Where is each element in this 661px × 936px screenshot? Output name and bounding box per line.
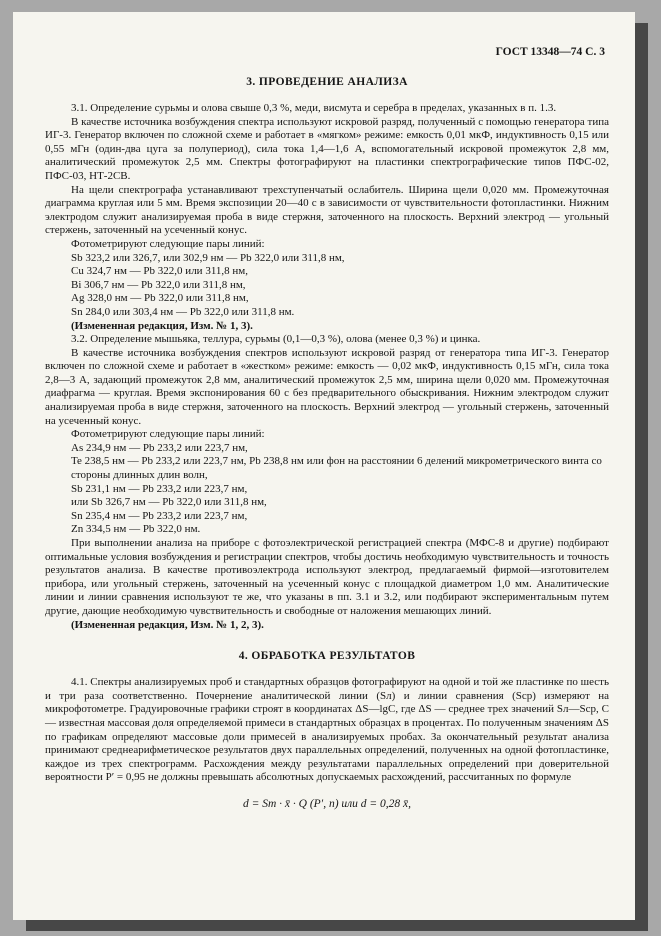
paragraph-3-1-source: В качестве источника возбуждения спектра используют искровой разряд, полученный с помощью генератора типа ИГ-3. Генератор включен по сложной схеме и работает в «мягком» режиме: емкость 0,01 мкФ, индуктивность 0,15 или 0,55 мГн (один-два цуга за полупериод), сила тока 1,4—1,6 А, вспомогательный искровой промежуток 2,8 мм, аналитический промежуток 2,5 мм. Спектры фотографируют на пластинки спектрографические типов ПФС-02, ПФС-03, НТ-2СВ. (45, 115, 609, 182)
page-header: ГОСТ 13348—74 С. 3 (495, 46, 605, 58)
photometry-intro-2: Фотометрируют следующие пары линий: (71, 428, 265, 441)
paragraph-3-1: 3.1. Определение сурьмы и олова свыше 0,3 %, меди, висмута и серебра в пределах, указанных в п. 1.3. (71, 102, 557, 114)
spectral-line: Zn 334,5 нм — Pb 322,0 нм. (71, 523, 201, 536)
amended-note-2: (Измененная редакция, Изм. № 1, 2, 3). (71, 618, 264, 631)
spectral-line: Cu 324,7 нм — Pb 322,0 или 311,8 нм, (71, 265, 249, 278)
paragraph-3-2: 3.2. Определение мышьяка, теллура, сурьмы (0,1—0,3 %), олова (менее 0,3 %) и цинка. (71, 333, 481, 346)
photometry-intro-1: Фотометрируют следующие пары линий: (71, 237, 265, 250)
tolerance-formula: d = Sт · x̄ · Q (P′, n) или d = 0,28 x̄, (242, 797, 412, 810)
paragraph-3-1-slit: На щели спектрографа устанавливают трехступенчатый ослабитель. Ширина щели 0,020 мм. Промежуточная диаграмма круглая или 5 мм. Время экспозиции 20—40 с в зависимости от чувствительности фотопластинки. Нижним электродом служит анализируемая проба в виде стержня, заточенного на плоскость. Верхний электрод — угольный стержень, заточенный на усеченный конус. (45, 183, 609, 237)
spectral-line: Ag 328,0 нм — Pb 322,0 или 311,8 нм, (71, 292, 249, 305)
section-3-title: 3. ПРОВЕДЕНИЕ АНАЛИЗА (246, 76, 408, 88)
section-4-title: 4. ОБРАБОТКА РЕЗУЛЬТАТОВ (238, 650, 416, 663)
spectral-line: Sb 323,2 или 326,7, или 302,9 нм — Pb 322,0 или 311,8 нм, (71, 251, 345, 264)
spectral-line: Sn 284,0 или 303,4 нм — Pb 322,0 или 311,8 нм. (71, 305, 295, 318)
spectral-line: или Sb 326,7 нм — Pb 322,0 или 311,8 нм, (71, 496, 267, 509)
spectral-line-list-1 (71, 252, 609, 320)
spectral-line-list-2 (71, 442, 609, 537)
spectral-line: Sn 235,4 нм — Pb 233,2 или 223,7 нм, (71, 509, 248, 522)
spectral-line: Bi 306,7 нм — Pb 322,0 или 311,8 нм, (71, 278, 246, 291)
paragraph-4-1: 4.1. Спектры анализируемых проб и стандартных образцов фотографируют на одной и той же пластинке по шесть и три раза соответственно. Почернение аналитической линии (Sл) и линии сравнения (Sср) измеряют на микрофотометре. Градуировочные графики строят в координатах ΔS—lgC, где ΔS — среднее трех значений Sл—Sср, С — известная массовая доля определяемой примеси в стандартных образцах в процентах. По полученным значениям ΔS по графикам определяют массовые доли примесей в анализируемых пробах. За окончательный результат анализа принимают среднеарифметическое результатов двух параллельных определений, полученных на одной фотопластинке, каждое из трех спектрограмм. Расхождения между результатами параллельных определений при доверительной вероятности P′ = 0,95 не должны превышать абсолютных допускаемых расхождений, рассчитанных по формуле (45, 676, 609, 784)
spectral-line: As 234,9 нм — Pb 233,2 или 223,7 нм, (71, 441, 248, 454)
amended-note-1: (Измененная редакция, Изм. № 1, 3). (71, 319, 253, 332)
paragraph-3-2-source: В качестве источника возбуждения спектров используют искровой разряд от генератора типа ИГ-3. Генератор включен по сложной схеме и работает в «жестком» режиме: емкость — 0,02 мкФ, индуктивность 0,15 мГн, сила тока 2,8—3 А, задающий промежуток 2,8 мм, аналитический промежуток 2,5 мм, ширина щели 0,020 мм. Промежуточная диафрагма — круглая. Время экспонирования 60 с без предварительного обыскривания. Нижним электродом служит анализируемая проба в виде стержня, заточенного на плоскость. Верхний электрод — угольный стержень, заточенный на усеченный конус. (45, 346, 609, 427)
spectral-line: Te 238,5 нм — Pb 233,2 или 223,7 нм, Pb 238,8 нм или фон на расстоянии 6 делений микрометрического винта со стороны длинных длин волн, (71, 455, 602, 482)
document-page (13, 12, 635, 920)
paragraph-photoelectric: При выполнении анализа на приборе с фотоэлектрической регистрацией спектра (МФС-8 и другие) подбирают оптимальные условия возбуждения и регистрации спектров, чтобы достичь необходимую чувствительность и точность результатов анализа. В качестве противоэлектрода используют электрод, предлагаемый фирмой—изготовителем прибора, или угольный стержень, заточенный на усеченный конус с площадкой диаметром 1,0 мм. Аналитические линии и линии сравнения используют те же, что указаны в пп. 3.1 и 3.2, или подбирают экспериментальным путем другие, дающие необходимую чувствительность и свободные от наложения мешающих линий. (45, 537, 609, 617)
spectral-line: Sb 231,1 нм — Pb 233,2 или 223,7 нм, (71, 482, 248, 495)
